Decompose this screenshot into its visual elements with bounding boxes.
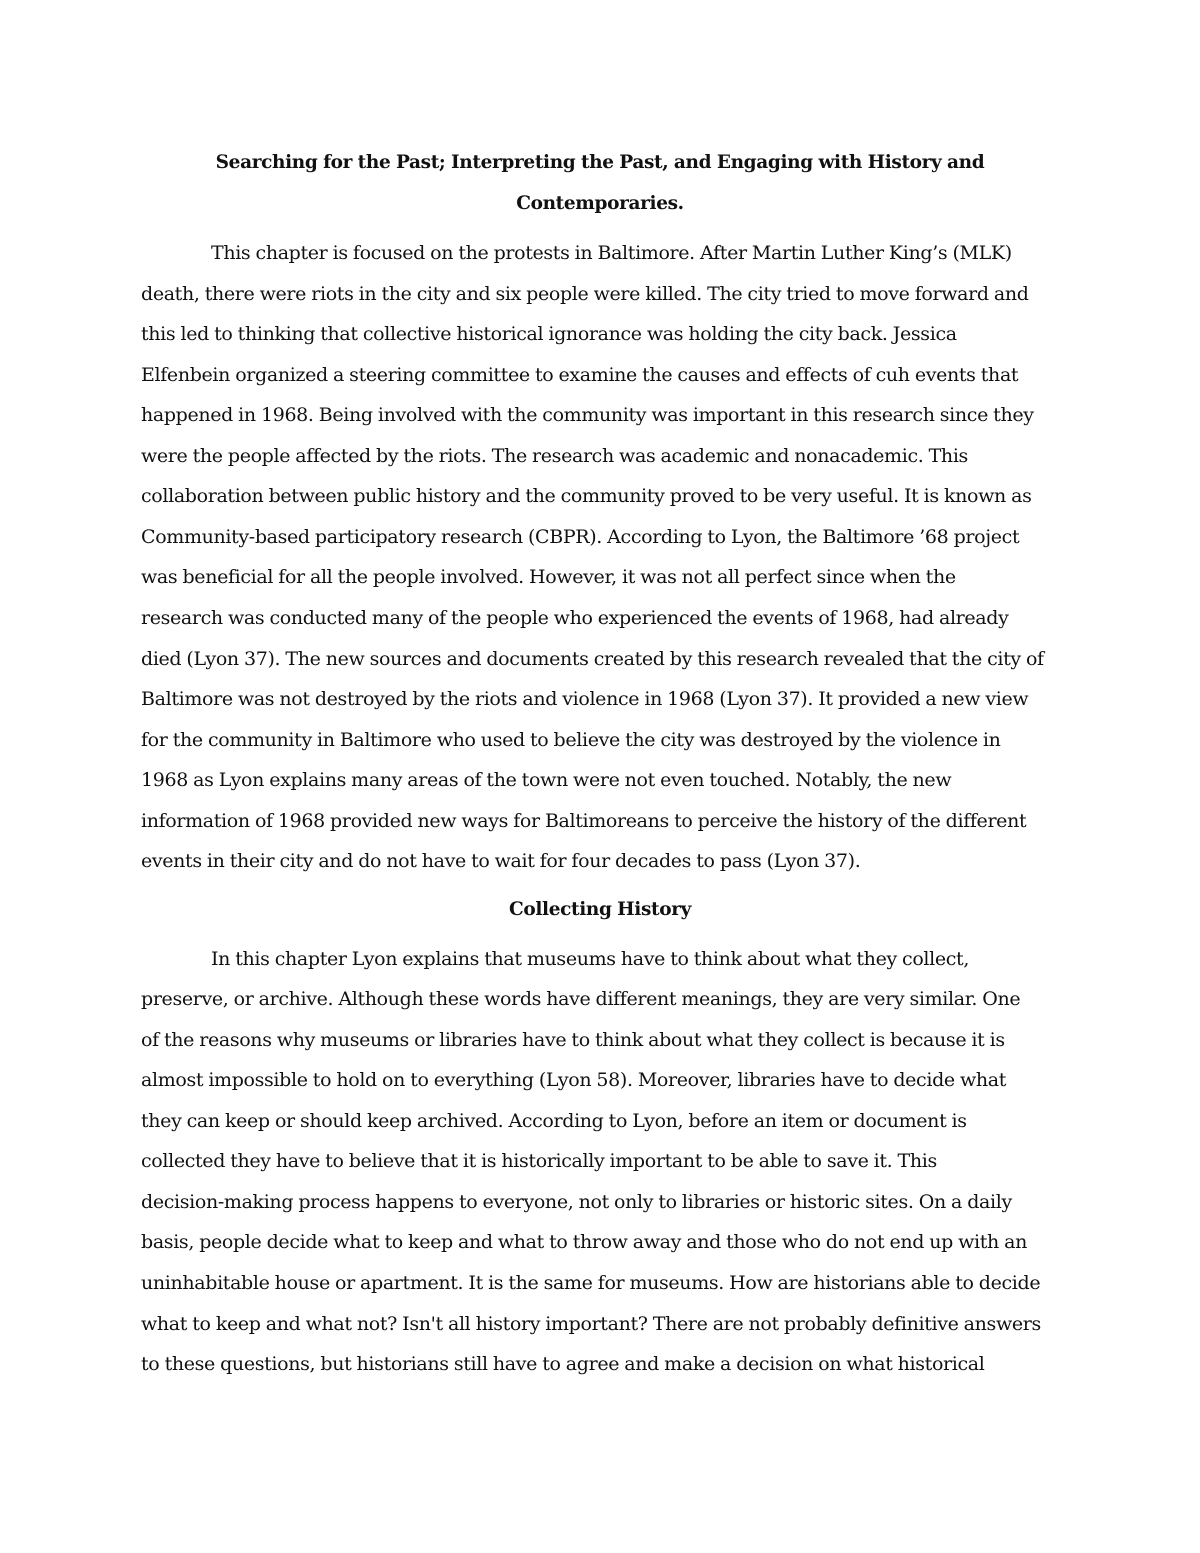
body-line: uninhabitable house or apartment. It is the same for museums. How are historians able to decide xyxy=(141,1272,1041,1294)
body-line: were the people affected by the riots. The research was academic and nonacademic. This xyxy=(141,445,968,467)
body-line: research was conducted many of the people who experienced the events of 1968, had already xyxy=(141,607,1009,629)
body-line: for the community in Baltimore who used to believe the city was destroyed by the violence in xyxy=(141,729,1001,751)
body-line: 1968 as Lyon explains many areas of the town were not even touched. Notably, the new xyxy=(141,769,952,791)
body-line: of the reasons why museums or libraries have to think about what they collect is because it is xyxy=(141,1029,1005,1051)
body-line: almost impossible to hold on to everything (Lyon 58). Moreover, libraries have to decide what xyxy=(141,1069,1007,1091)
body-line: they can keep or should keep archived. According to Lyon, before an item or document is xyxy=(141,1110,967,1132)
body-line: Elfenbein organized a steering committee to examine the causes and effects of cuh events that xyxy=(141,364,1019,386)
body-line: decision-making process happens to everyone, not only to libraries or historic sites. On a daily xyxy=(141,1191,1012,1213)
body-line: preserve, or archive. Although these words have different meanings, they are very similar. One xyxy=(141,988,1021,1010)
body-line: was beneficial for all the people involved. However, it was not all perfect since when the xyxy=(141,566,956,588)
body-line: happened in 1968. Being involved with the community was important in this research since they xyxy=(141,404,1034,426)
body-line: In this chapter Lyon explains that museums have to think about what they collect, xyxy=(211,948,970,970)
document-title-line-1: Searching for the Past; Interpreting the Past, and Engaging with History and xyxy=(215,152,985,173)
body-line: this led to thinking that collective historical ignorance was holding the city back. Jessica xyxy=(141,323,957,345)
body-line: events in their city and do not have to wait for four decades to pass (Lyon 37). xyxy=(141,850,861,872)
body-line: to these questions, but historians still have to agree and make a decision on what historical xyxy=(141,1353,985,1375)
body-line: This chapter is focused on the protests in Baltimore. After Martin Luther King’s (MLK) xyxy=(211,242,1012,264)
body-line: died (Lyon 37). The new sources and documents created by this research revealed that the city of xyxy=(141,648,1044,670)
body-line: collected they have to believe that it is historically important to be able to save it. This xyxy=(141,1150,937,1172)
section-heading: Collecting History xyxy=(508,899,692,920)
body-line: collaboration between public history and the community proved to be very useful. It is known as xyxy=(141,485,1032,507)
document-title-line-2: Contemporaries. xyxy=(516,193,684,214)
body-line: basis, people decide what to keep and what to throw away and those who do not end up with an xyxy=(141,1231,1027,1253)
body-line: Baltimore was not destroyed by the riots and violence in 1968 (Lyon 37). It provided a new view xyxy=(141,688,1029,710)
body-line: Community-based participatory research (CBPR). According to Lyon, the Baltimore ’68 project xyxy=(141,526,1020,548)
body-line: what to keep and what not? Isn't all history important? There are not probably definitive answers xyxy=(141,1313,1041,1335)
body-line: information of 1968 provided new ways for Baltimoreans to perceive the history of the different xyxy=(141,810,1027,832)
body-line: death, there were riots in the city and six people were killed. The city tried to move forward and xyxy=(141,283,1029,305)
